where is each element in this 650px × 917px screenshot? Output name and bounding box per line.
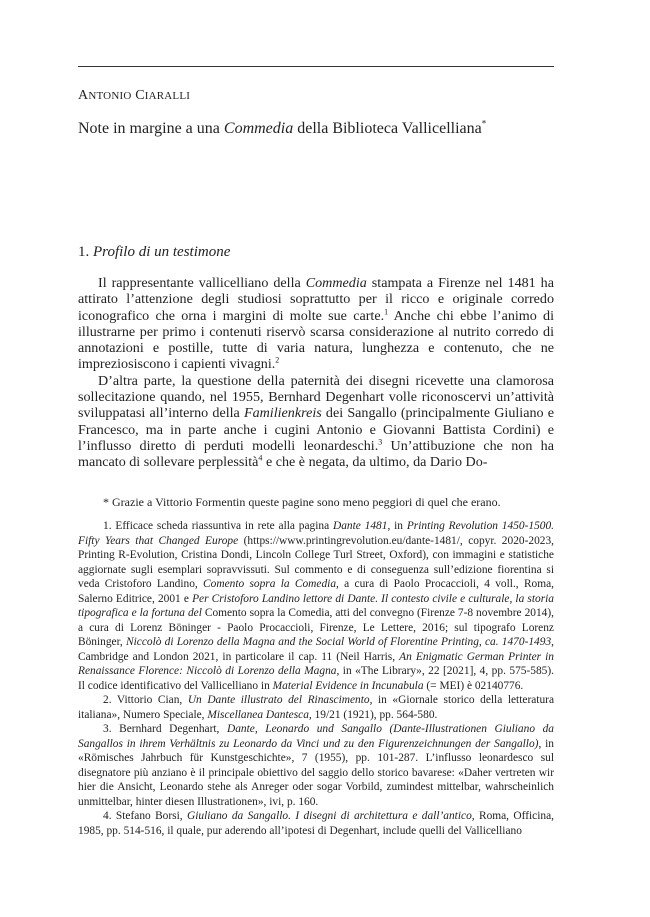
footnote-ref: 4 <box>258 453 263 463</box>
author-name: ANTONIO CIARALLI <box>78 88 191 103</box>
paragraph: Il rappresentante vallicelliano della Commedia stampata a Firenze nel 1481 ha attirato l’attenzione degli studiosi soprattutto per il ricco e originale corredo iconografico che orna i margini di molte sue carte.$^1$ Anche chi ebbe l’animo di illustrarne per primo i contenuti riservò scarsa considerazione al nutrito corredo di annotazioni e postille, tutte di varia natura, lunghezza e contenuto, che ne impreziosiscono i capienti vivagni.$^2$ <box>78 275 555 373</box>
footnote-3: 3. Bernhard Degenhart, Dante, Leonardo und Sangallo (Dante-Illustrationen Giuliano da Sangallos in ihrem Verhältnis zu Leonardo da Vinci und zu den Figurenzeichnungen der Sangallo), in «Römisches Jahrbuch für Kunstgeschichte», 7 (1955), pp. 101-287. L’influsso leonardesco sul disegnatore più anziano è il principale obiettivo del saggio dello storico bavarese: «Daher vertreten wir hier die Ansicht, Leonardo stehe als Anreger oder sogar Vorbild, zumindest mittelbar, wahrscheinlich unmittelbar, hinter diesen Illustrationen», ivi, p. 160. <box>78 723 554 808</box>
footnote-ref: 2 <box>275 355 280 365</box>
section-heading: 1. Profilo di un testimone <box>78 244 231 260</box>
footnote-1: 1. Efficace scheda riassuntiva in rete alla pagina Dante 1481, in Printing Revolution 1450-1500. Fifty Years that Changed Europe (https://www.printingrevolution.eu/dante-1481/, copyr. 2020-2023, Printing R-Evolution, Cristina Dondi, Lincoln College Turl Street, Oxford), con immagini e statistiche aggiornate sugli esemplari sopravvissuti. Sul commento e di conseguenza sull’edizione fiorentina si veda Cristoforo Landino, Comento sopra la Comedia, a cura di Paolo Procaccioli, 4 voll., Roma, Salerno Editrice, 2001 e Per Cristoforo Landino lettore di Dante. Il contesto civile e culturale, la storia tipografica e la fortuna del Comento sopra la Comedia, atti del convegno (Firenze 7-8 novembre 2014), a cura di Lorenz Böninger - Paolo Procaccioli, Firenze, Le Lettere, 2016; sul tipografo Lorenz Böninger, Niccolò di Lorenzo della Magna and the Social World of Florentine Printing, ca. 1470-1493, Cambridge and London 2021, in particolare il cap. 11 (Neil Harris, An Enigmatic German Printer in Renaissance Florence: Niccolò di Lorenzo della Magna, in «The Library», 22 [2021], 4, pp. 575-585). Il codice identificativo del Vallicelliano in Material Evidence in Incunabula (= MEI) è 02140776. <box>78 520 555 692</box>
footnote-ref: 1 <box>384 306 389 316</box>
acknowledgement-note: * Grazie a Vittorio Formentin queste pagine sono meno peggiori di quel che erano. <box>103 495 501 509</box>
top-rule <box>78 66 554 67</box>
body-text <box>78 275 554 471</box>
article-title: Note in margine a una Commedia della Biblioteca Vallicelliana* <box>78 118 487 137</box>
footnote-2: 2. Vittorio Cian, Un Dante illustrato del Rinascimento, in «Giornale storico della letteratura italiana», Numero Speciale, Miscellanea Dantesca, 19/21 (1921), pp. 564-580. <box>78 694 555 721</box>
footnote-ref: 3 <box>378 437 383 447</box>
title-footnote-mark: * <box>481 118 487 129</box>
footnotes <box>78 519 554 838</box>
paragraph: D’altra parte, la questione della paternità dei disegni ricevette una clamorosa sollecitazione quando, nel 1955, Bernhard Degenhart volle riconoscervi un’attività sviluppatasi all’interno della Familienkreis dei Sangallo (principalmente Giuliano e Francesco, ma in parte anche i cugini Antonio e Giovanni Battista Cordini) e l’influsso diretto di perduti modelli leonardeschi.$^3$ Un’attibuzione che non ha mancato di sollevare perplessità$^4$ e che è negata, da ultimo, da Dario Do- <box>78 372 554 471</box>
footnote-4: 4. Stefano Borsi, Giuliano da Sangallo. I disegni di architettura e dall’antico, Roma, Officina, 1985, pp. 514-516, il quale, pur aderendo all’ipotesi di Degenhart, include quelli del Vallicelliano <box>78 810 554 837</box>
